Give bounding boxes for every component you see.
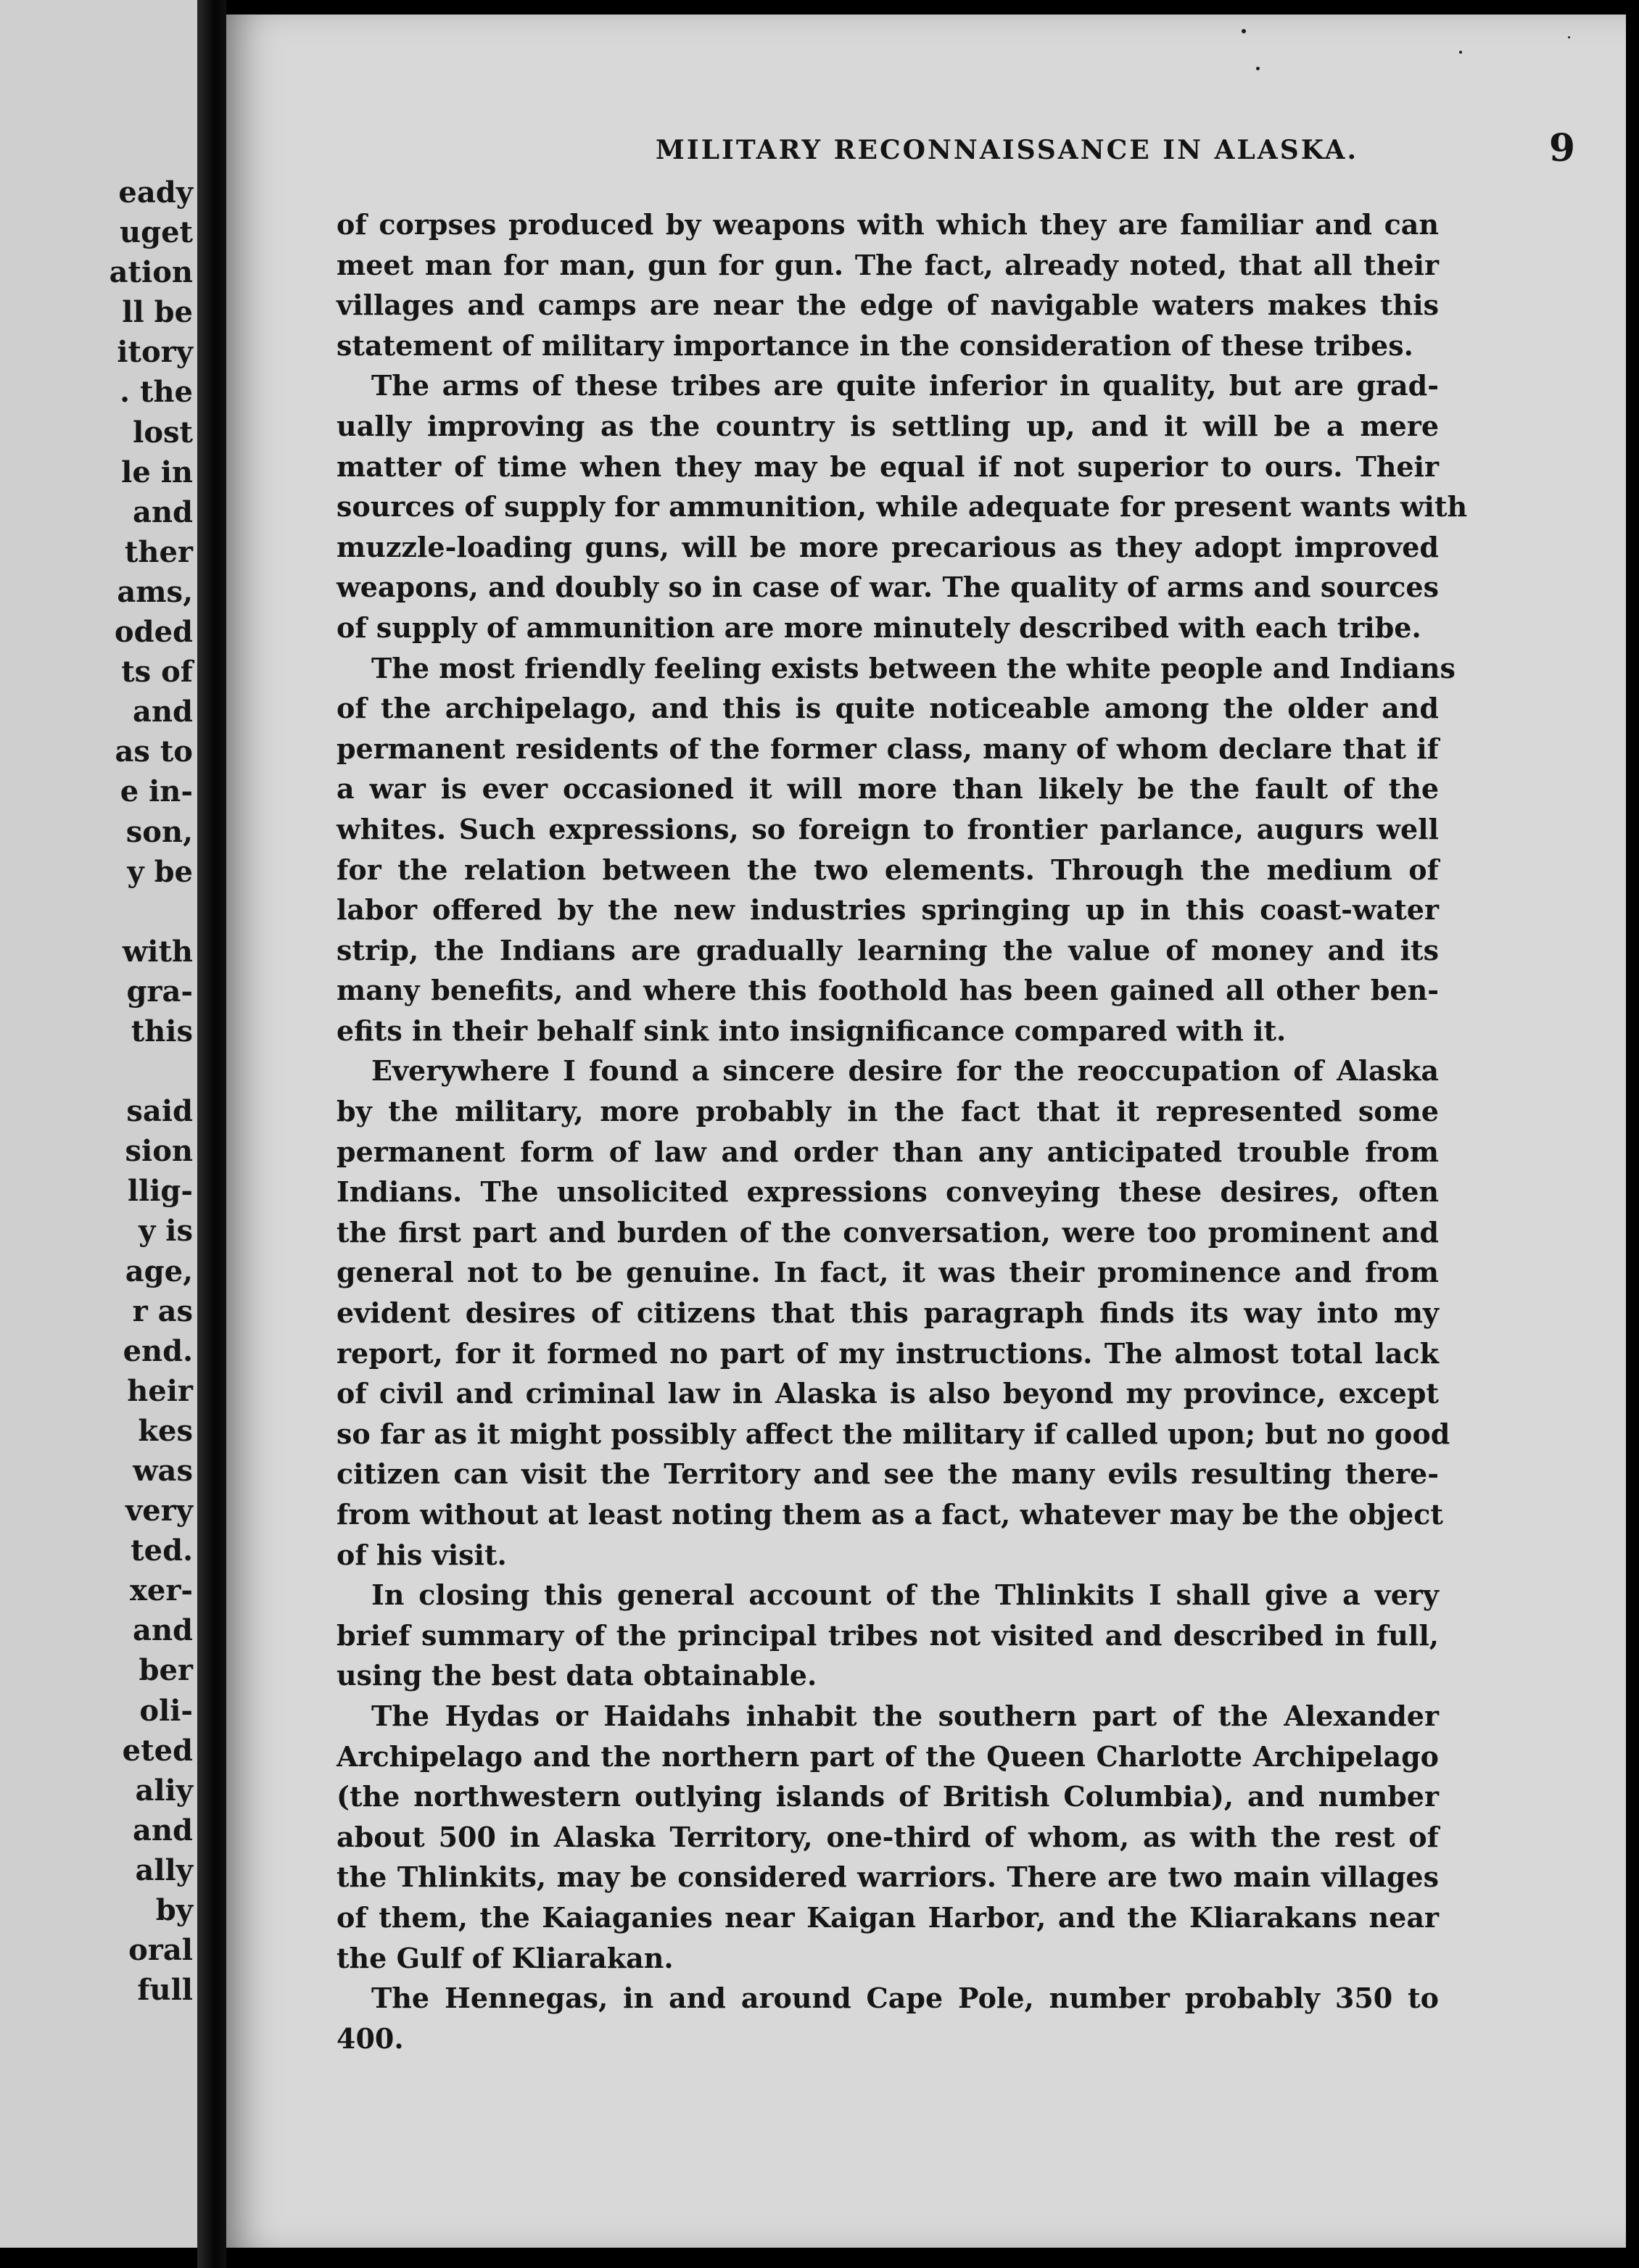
paragraph (337, 1575, 1439, 1696)
left-page-line (4, 1051, 193, 1091)
left-page-line: uget (120, 215, 193, 250)
left-page-text-column (4, 173, 193, 2010)
text-line: of the archipelago, and this is quite noticeable among the older and (337, 692, 1439, 725)
running-head (328, 128, 1575, 178)
left-page-line: sion (125, 1134, 193, 1169)
page-number: 9 (1548, 126, 1575, 170)
left-page-line: with (122, 934, 193, 969)
text-line: muzzle-loading guns, will be more precarious as they adopt improved (337, 530, 1439, 563)
text-line: Indians. The unsolicited expressions conveying these desires, often (337, 1175, 1439, 1209)
text-line: of supply of ammunition are more minutely described with each tribe. (337, 611, 1421, 644)
left-page-line: y is (139, 1214, 193, 1249)
left-page-line: r as (132, 1294, 193, 1328)
left-page-line: this (131, 1014, 193, 1048)
left-page-line: oded (114, 615, 193, 650)
left-page-line: eady (118, 175, 193, 210)
ink-speck (1459, 51, 1462, 54)
left-page-line: ams, (117, 574, 193, 609)
left-page-line: gra- (126, 974, 193, 1009)
text-line: the Thlinkits, may be considered warriors. There are two main villages (337, 1861, 1439, 1894)
text-line: about 500 in Alaska Territory, one-third of whom, as with the rest of (337, 1820, 1439, 1853)
text-line: ually improving as the country is settling up, and it will be a mere (337, 409, 1439, 442)
text-line: (the northwestern outlying islands of British Columbia), and number (337, 1780, 1439, 1813)
left-page-line: eted (122, 1733, 193, 1768)
left-page-line: xer- (130, 1573, 193, 1608)
left-page-line: ts of (121, 655, 193, 690)
left-page-line: end. (123, 1333, 193, 1368)
paragraph (337, 1978, 1439, 2058)
body-text (337, 204, 1468, 2058)
text-line: sources of supply for ammunition, while adequate for present wants with (337, 490, 1468, 523)
left-page-line: full (137, 1973, 193, 2008)
running-title: MILITARY RECONNAISSANCE IN ALASKA. (656, 135, 1359, 165)
left-page-line: . the (120, 375, 193, 410)
left-page-line: oral (128, 1933, 193, 1968)
left-page-line: son, (125, 814, 193, 849)
left-page-line: kes (138, 1413, 193, 1448)
text-line: efits in their behalf sink into insignificance compared with it. (337, 1014, 1287, 1047)
left-page-line: ation (109, 255, 193, 290)
text-line: villages and camps are near the edge of navigable waters makes this (337, 289, 1439, 322)
left-page-line: oli- (139, 1693, 193, 1728)
left-page-line: said (126, 1094, 193, 1129)
text-line: meet man for man, gun for gun. The fact, already noted, that all their (337, 248, 1439, 281)
text-line: for the relation between the two elements. Through the medium of (337, 853, 1439, 886)
text-line: In closing this general account of the Thlinkits I shall give a very (371, 1578, 1439, 1612)
text-line: report, for it formed no part of my instructions. The almost total lack (337, 1336, 1439, 1370)
text-line: by the military, more probably in the fact that it represented some (337, 1095, 1439, 1128)
text-line: using the best data obtainable. (337, 1659, 817, 1692)
left-page-line: le in (121, 455, 193, 489)
paragraph (337, 1051, 1450, 1575)
text-line: the first part and burden of the conversation, were too prominent and (337, 1215, 1439, 1249)
left-page-line: y be (127, 854, 193, 889)
left-page-line: lost (133, 415, 193, 450)
text-line: general not to be genuine. In fact, it was their prominence and from (337, 1256, 1439, 1289)
text-line: many benefits, and where this foothold has been gained all other ben- (337, 974, 1439, 1007)
left-page-line: itory (117, 335, 193, 370)
left-page-line: very (125, 1494, 193, 1528)
text-line: of corpses produced by weapons with which they are familiar and can (337, 208, 1439, 241)
left-page-line: and (133, 1813, 193, 1847)
text-line: Everywhere I found a sincere desire for the reoccupation of Alaska (371, 1054, 1439, 1088)
left-page-line: ally (135, 1853, 193, 1887)
text-line: of civil and criminal law in Alaska is also beyond my province, except (337, 1377, 1439, 1410)
text-line: citizen can visit the Territory and see the many evils resulting there- (337, 1457, 1439, 1491)
text-line: matter of time when they may be equal if not superior to ours. Their (337, 450, 1439, 483)
text-line: The arms of these tribes are quite inferior in quality, but are grad- (371, 369, 1439, 402)
left-facing-page-fragment (0, 0, 197, 2248)
text-line: labor offered by the new industries springing up in this coast-water (337, 893, 1439, 927)
left-page-line: and (133, 1613, 193, 1648)
left-page-line: by (155, 1893, 193, 1928)
left-page-line: llig- (127, 1174, 193, 1209)
text-line: so far as it might possibly affect the military if called upon; but no good (337, 1417, 1450, 1450)
paragraph (337, 204, 1439, 365)
left-page-line: ber (139, 1653, 193, 1688)
left-page-line: heir (127, 1373, 193, 1408)
main-page (226, 15, 1626, 2248)
left-page-line: ted. (131, 1534, 193, 1568)
text-line: The Hennegas, in and around Cape Pole, number probably 350 to (371, 1982, 1439, 2015)
paragraph (337, 1696, 1439, 1978)
text-line: brief summary of the principal tribes not visited and described in full, (337, 1618, 1439, 1652)
left-page-line: and (133, 695, 193, 729)
text-line: statement of military importance in the consideration of these tribes. (337, 328, 1413, 362)
left-page-line: was (133, 1454, 193, 1488)
text-line: 400. (337, 2021, 404, 2055)
book-gutter (197, 0, 226, 2268)
ink-speck (1256, 67, 1260, 70)
text-line: The most friendly feeling exists between the white people and Indians (371, 651, 1456, 684)
text-line: permanent residents of the former class, many of whom declare that if (337, 732, 1439, 765)
text-line: The Hydas or Haidahs inhabit the southern part of the Alexander (371, 1699, 1439, 1732)
text-line: evident desires of citizens that this paragraph finds its way into my (337, 1296, 1439, 1330)
paragraph (337, 365, 1468, 647)
text-line: permanent form of law and order than any anticipated trouble from (337, 1135, 1439, 1168)
text-line: Archipelago and the northern part of the Queen Charlotte Archipelago (337, 1739, 1439, 1773)
text-line: from without at least noting them as a fact, whatever may be the object (337, 1498, 1443, 1531)
paragraph (337, 648, 1456, 1051)
left-page-line: ther (124, 534, 193, 569)
ink-speck (1242, 29, 1246, 33)
left-page-line (4, 892, 193, 932)
left-page-line: aliy (135, 1773, 193, 1808)
ink-speck (1568, 36, 1570, 38)
text-line: a war is ever occasioned it will more than likely be the fault of the (337, 772, 1439, 806)
text-line: weapons, and doubly so in case of war. The quality of arms and sources (337, 571, 1439, 604)
left-page-line: e in- (120, 774, 193, 809)
text-line: of them, the Kaiaganies near Kaigan Harbor, and the Kliarakans near (337, 1900, 1439, 1934)
left-page-line: as to (115, 734, 193, 769)
text-line: of his visit. (337, 1538, 507, 1571)
text-line: strip, the Indians are gradually learning the value of money and its (337, 933, 1439, 967)
left-page-line: age, (125, 1254, 193, 1288)
text-line: whites. Such expressions, so foreign to frontier parlance, augurs well (337, 812, 1439, 845)
left-page-line: and (133, 494, 193, 529)
left-page-line: ll be (122, 295, 193, 330)
text-line: the Gulf of Kliarakan. (337, 1941, 674, 1974)
